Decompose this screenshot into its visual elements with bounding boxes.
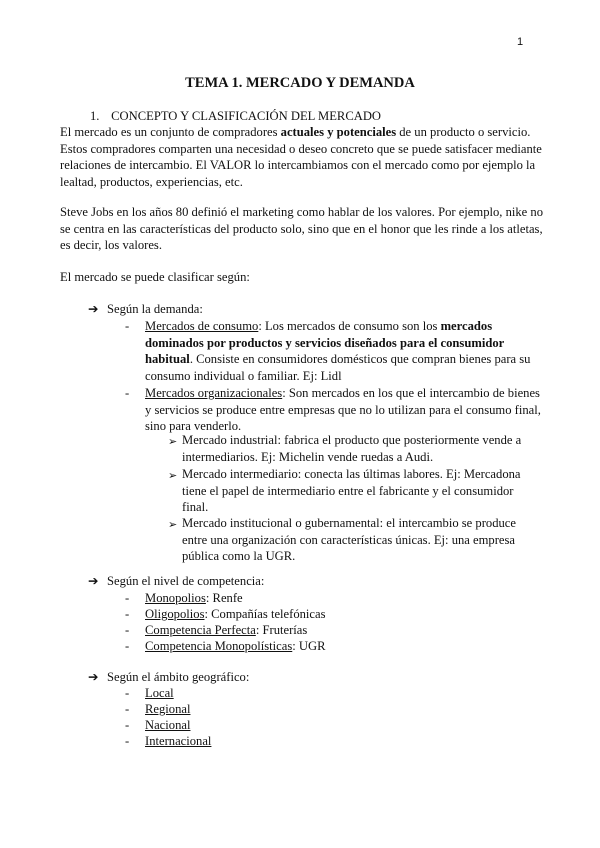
arrow-icon: ➔: [88, 574, 99, 588]
page-title: TEMA 1. MERCADO Y DEMANDA: [185, 75, 415, 91]
dash-icon: -: [125, 639, 130, 653]
text: : Fruterías: [255, 623, 308, 637]
list-item: [145, 701, 541, 718]
sub-item: Mercado intermediario: conecta las últimas labores. Ej: Mercadona tiene el papel de intermediario entre el fabricante y el consumidor final.: [182, 467, 521, 515]
dash-icon: -: [125, 718, 130, 732]
text: : Los mercados de consumo son los: [258, 319, 441, 333]
section-label: CONCEPTO Y CLASIFICACIÓN DEL MERCADO: [111, 109, 382, 123]
term: Local: [145, 686, 174, 700]
term: Nacional: [145, 718, 191, 732]
arrowhead-icon: ➢: [168, 519, 178, 531]
text: El mercado es un conjunto de compradores: [60, 125, 281, 139]
bold-text: actuales y potenciales: [280, 125, 397, 139]
bullet-label: Según el ámbito geográfico:: [107, 670, 250, 684]
text: : UGR: [292, 639, 326, 653]
text: : Compañías telefónicas: [204, 607, 326, 621]
arrow-icon: ➔: [88, 670, 99, 684]
dash-icon: -: [125, 734, 130, 748]
paragraph-steve-jobs: Steve Jobs en los años 80 definió el marketing como hablar de los valores. Por ejemplo, nike no se centra en las características del producto solo, sino que en el honor que les rinde a los atletas, es decir, los valores.: [60, 205, 544, 253]
bullet-competencia: [88, 573, 264, 590]
term: Monopolios: [145, 591, 206, 605]
paragraph-classification: El mercado se puede clasificar según:: [60, 270, 250, 284]
bullet-demanda: [88, 301, 203, 318]
dash-icon: -: [125, 623, 130, 637]
sub-item: Mercado institucional o gubernamental: el intercambio se produce entre una organización con características únicas. Ej: una empresa pública como la UGR.: [182, 516, 516, 564]
section-heading: [90, 108, 381, 125]
arrowhead-icon: ➢: [168, 470, 178, 482]
term: Regional: [145, 702, 191, 716]
term: Competencia Perfecta: [145, 623, 256, 637]
text: de un producto o servicio. Estos compradores comparten una necesidad o deseo concreto que se puede satisfacer mediante relaciones de intercambio. El VALOR lo intercambiamos con el mercado como por ejemplo la lealtad, productos, experiencias, etc.: [60, 125, 542, 190]
text: : Renfe: [205, 591, 243, 605]
list-item: [145, 685, 541, 702]
term: Mercados organizacionales: [145, 386, 283, 400]
list-item: [145, 606, 541, 623]
arrow-icon: ➔: [88, 302, 99, 316]
list-item: [145, 622, 541, 639]
item-mercados-organizacionales: [145, 385, 541, 435]
bullet-geografico: [88, 669, 249, 686]
dash-icon: -: [125, 591, 130, 605]
dash-icon: -: [125, 319, 130, 333]
page-number: 1: [517, 36, 524, 48]
dash-icon: -: [125, 607, 130, 621]
term: Oligopolios: [145, 607, 205, 621]
bullet-label: Según la demanda:: [107, 302, 203, 316]
term: Internacional: [145, 734, 212, 748]
list-item: [145, 717, 541, 734]
dash-icon: -: [125, 702, 130, 716]
paragraph-definition: [60, 124, 544, 191]
bold-text: mercados dominados por productos y servicios diseñados para el consumidor habitual: [145, 319, 504, 367]
text: . Consiste en consumidores domésticos que compran bienes para su consumo individual o familiar. Ej: Lidl: [145, 352, 531, 384]
bullet-label: Según el nivel de competencia:: [107, 574, 265, 588]
list-item: [145, 733, 541, 750]
text: : Son mercados en los que el intercambio de bienes y servicios se produce entre empresas que no lo utilizan para el consumo final, sino para venderlo.: [145, 386, 541, 434]
item-mercados-consumo: [145, 318, 541, 385]
section-number: 1.: [90, 109, 100, 123]
list-item: [145, 638, 541, 655]
term: Mercados de consumo: [145, 319, 259, 333]
sub-item: Mercado industrial: fabrica el producto que posteriormente vende a intermediarios. Ej: Michelin vende ruedas a Audi.: [182, 433, 522, 464]
dash-icon: -: [125, 386, 130, 400]
list-item: [145, 590, 541, 607]
term: Competencia Monopolísticas: [145, 639, 293, 653]
dash-icon: -: [125, 686, 130, 700]
arrowhead-icon: ➢: [168, 436, 178, 448]
